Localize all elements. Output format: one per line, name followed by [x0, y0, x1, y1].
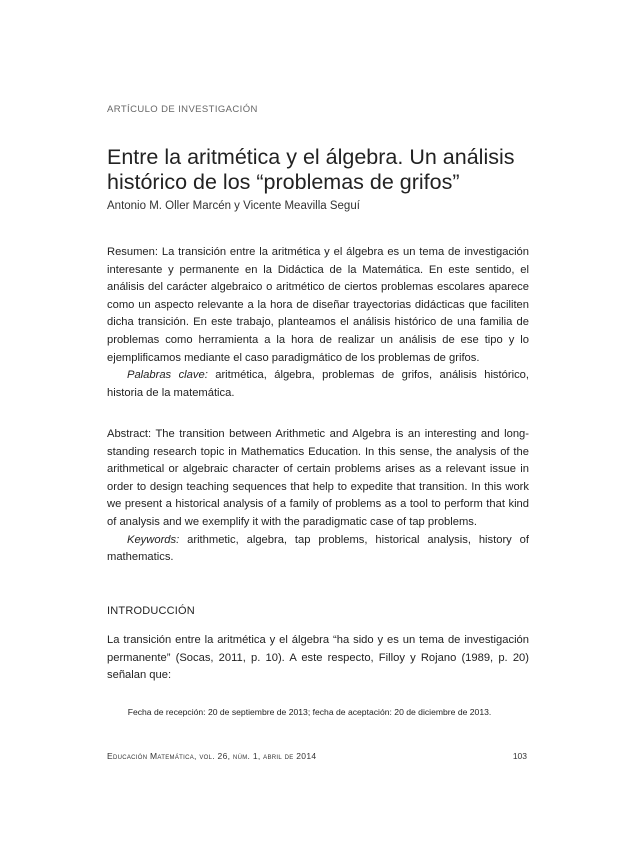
introduccion-heading: INTRODUCCIÓN [107, 605, 195, 617]
page-number: 103 [512, 751, 527, 761]
article-title: Entre la aritmética y el álgebra. Un análisis histórico de los “problemas de grifos” [107, 145, 515, 194]
abstract-label: Abstract: [107, 428, 152, 440]
resumen-label: Resumen: [107, 246, 158, 258]
reception-dates: Fecha de recepción: 20 de septiembre de 2013; fecha de aceptación: 20 de diciembre de 2013. [127, 707, 492, 717]
keywords-text: arithmetic, algebra, tap problems, historical analysis, history of mathematics. [107, 533, 529, 564]
abstract-text: The transition between Arithmetic and Algebra is an interesting and long-standing research topic in Mathematics Education. In this sense, the analysis of the arithmetical or algebraic character of certain problems arises as a relevant issue in order to design teaching sequences that help to expedite that transition. In this work we present a historical analysis of a family of problems as a tool to perform that kind of analysis and we exemplify it with the paradigmatic case of tap problems. [107, 428, 529, 528]
palabras-clave-text: aritmética, álgebra, problemas de grifos, análisis histórico, historia de la matemática. [107, 369, 529, 399]
keywords-paragraph [107, 532, 529, 567]
footer-journal: Educación Matemática, vol. 26, núm. 1, abril de 2014 [107, 751, 317, 761]
introduccion-paragraph [107, 632, 529, 685]
introduccion-text: La transición entre la aritmética y el álgebra “ha sido y es un tema de investigación permanente” (Socas, 2011, p. 10). A este respecto, Filloy y Rojano (1989, p. 20) señalan que: [107, 634, 529, 682]
keywords-label: Keywords: [127, 533, 180, 546]
abstract-paragraph [107, 426, 529, 532]
palabras-clave-paragraph [107, 367, 529, 402]
palabras-clave-label: Palabras clave: [127, 369, 208, 382]
resumen-paragraph [107, 244, 529, 367]
resumen-block [107, 244, 529, 402]
abstract-block [107, 426, 529, 567]
article-authors: Antonio M. Oller Marcén y Vicente Meavilla Seguí [107, 200, 360, 212]
resumen-text: La transición entre la aritmética y el álgebra es un tema de investigación interesante y permanente en la Didáctica de la Matemática. En este sentido, el análisis del carácter algebraico o aritmético de ciertos problemas escolares aparece como un aspecto relevante a la hora de diseñar trayectorias didácticas que faciliten dicha transición. En este trabajo, planteamos el análisis histórico de una familia de problemas como herramienta a la hora de realizar un análisis de ese tipo y lo ejemplificamos mediante el caso paradigmático de los problemas de grifos. [107, 246, 529, 364]
section-label: ARTÍCULO DE INVESTIGACIÓN [107, 104, 258, 115]
